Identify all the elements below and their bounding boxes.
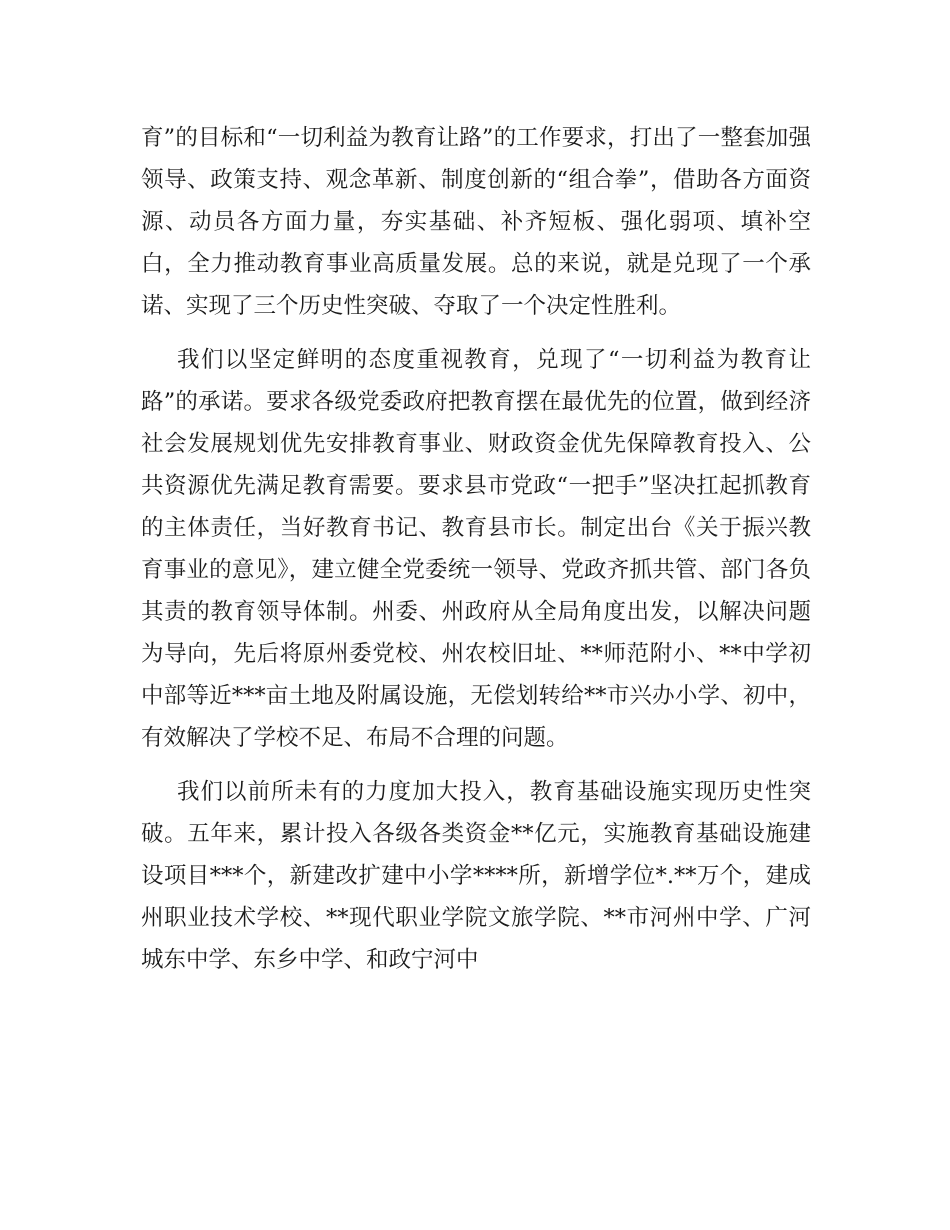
paragraph-1: 育”的目标和“一切利益为教育让路”的工作要求，打出了一整套加强领导、政策支持、观念革新、制度创新的“组合拳”，借助各方面资源、动员各方面力量，夯实基础、补齐短板、强化弱项、填补空白，全力推动教育事业高质量发展。总的来说，就是兑现了一个承诺、实现了三个历史性突破、夺取了一个决定性胜利。 bbox=[141, 125, 811, 319]
paragraph-2: 我们以坚定鲜明的态度重视教育，兑现了“一切利益为教育让路”的承诺。要求各级党委政府把教育摆在最优先的位置，做到经济社会发展规划优先安排教育事业、财政资金优先保障教育投入、公共资源优先满足教育需要。要求县市党政“一把手”坚决扛起抓教育的主体责任，当好教育书记、教育县市长。制定出台《关于振兴教育事业的意见》，建立健全党委统一领导、党政齐抓共管、部门各负其责的教育领导体制。州委、州政府从全局角度出发，以解决问题为导向，先后将原州委党校、州农校旧址、**师范附小、**中学初中部等近***亩土地及附属设施，无偿划转给**市兴办小学、初中，有效解决了学校不足、布局不合理的问题。 bbox=[141, 347, 811, 751]
paragraph-3: 我们以前所未有的力度加大投入，教育基础设施实现历史性突破。五年来，累计投入各级各类资金**亿元，实施教育基础设施建设项目***个，新建改扩建中小学****所，新增学位*.**万个，建成州职业技术学校、**现代职业学院文旅学院、**市河州中学、广河城东中学、东乡中学、和政宁河中 bbox=[141, 779, 811, 973]
document-body bbox=[141, 117, 811, 981]
